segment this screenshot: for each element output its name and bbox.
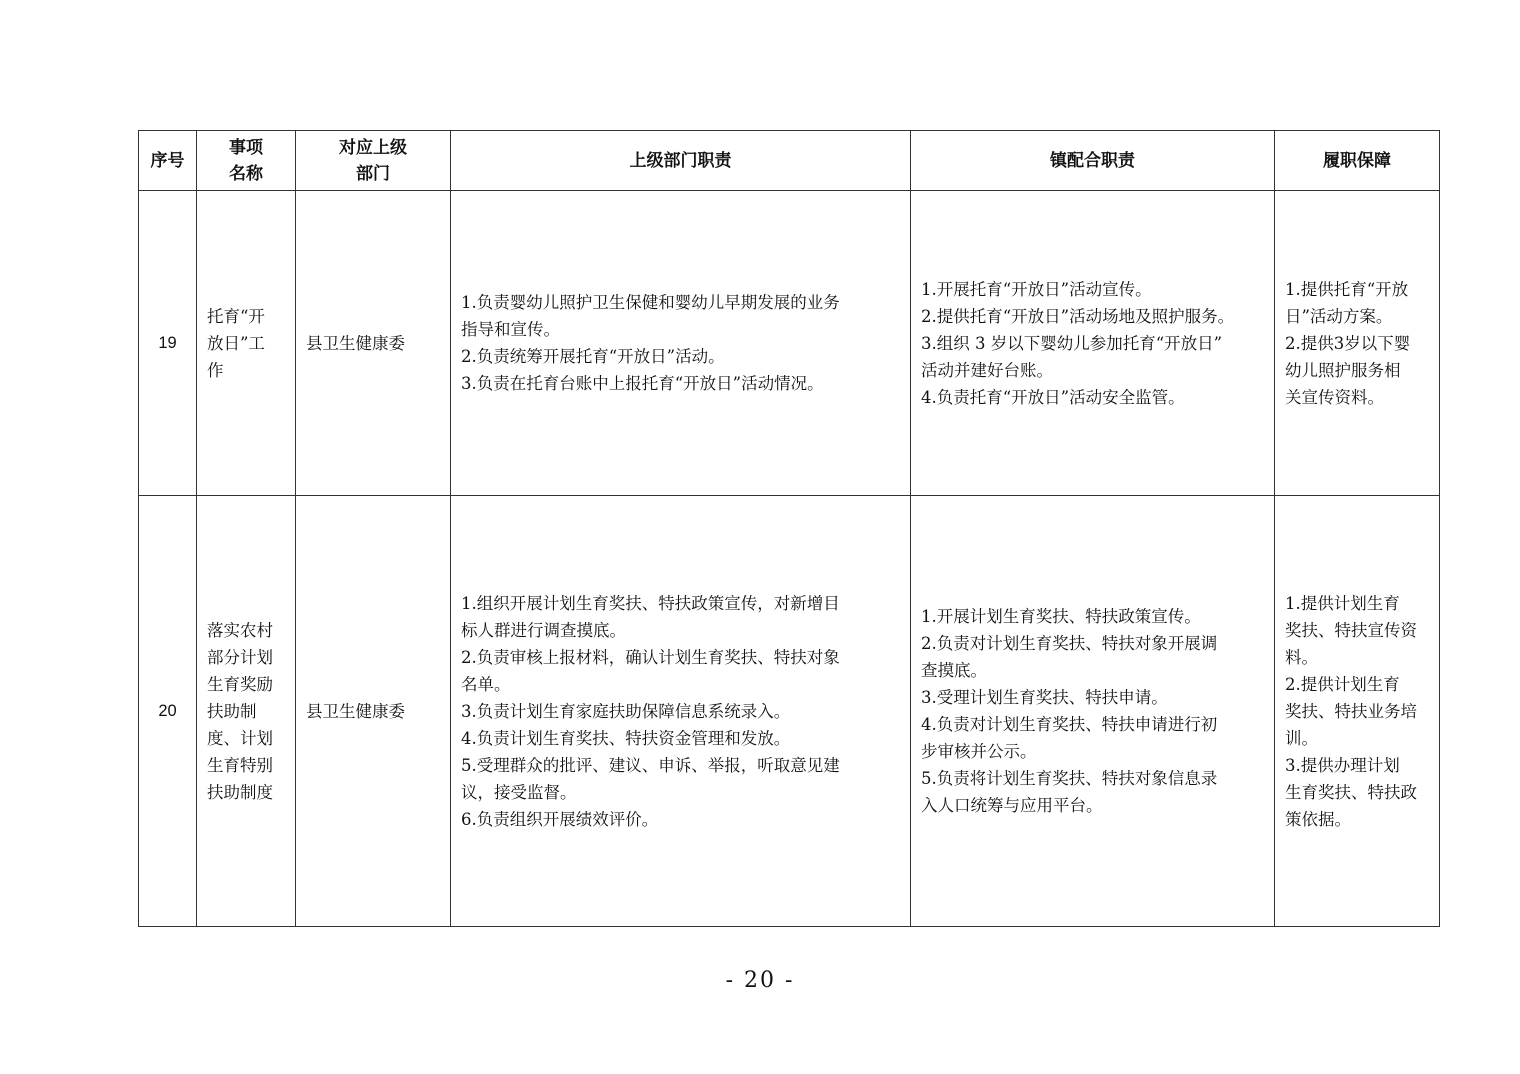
table-row <box>139 191 1440 496</box>
page-number: - 20 - <box>725 968 795 993</box>
table-header-row <box>139 131 1440 191</box>
table-row <box>139 496 1440 927</box>
town-duties: 1.开展托育“开放日”活动宣传。 2.提供托育“开放日”活动场地及照护服务。 3.组织 3 岁以下婴幼儿参加托育“开放日” 活动并建好台账。 4.负责托育“开放日”活动安全监管。 <box>911 191 1275 496</box>
row-number: 19 <box>139 191 197 496</box>
header-number: 序号 <box>139 131 197 191</box>
superior-dept: 县卫生健康委 <box>296 496 451 927</box>
duty-table <box>138 130 1440 927</box>
guarantee: 1.提供托育“开放 日”活动方案。 2.提供3岁以下婴 幼儿照护服务相 关宣传资料。 <box>1275 191 1440 496</box>
item-name: 托育“开 放日”工 作 <box>197 191 296 496</box>
superior-dept: 县卫生健康委 <box>296 191 451 496</box>
header-superior-dept: 对应上级 部门 <box>296 131 451 191</box>
header-superior-duties: 上级部门职责 <box>451 131 911 191</box>
header-town-duties: 镇配合职责 <box>911 131 1275 191</box>
superior-duties: 1.负责婴幼儿照护卫生保健和婴幼儿早期发展的业务 指导和宣传。 2.负责统筹开展托育“开放日”活动。 3.负责在托育台账中上报托育“开放日”活动情况。 <box>451 191 911 496</box>
town-duties: 1.开展计划生育奖扶、特扶政策宣传。 2.负责对计划生育奖扶、特扶对象开展调 查摸底。 3.受理计划生育奖扶、特扶申请。 4.负责对计划生育奖扶、特扶申请进行初 步审核并公示。 5.负责将计划生育奖扶、特扶对象信息录 入人口统筹与应用平台。 <box>911 496 1275 927</box>
row-number: 20 <box>139 496 197 927</box>
item-name: 落实农村 部分计划 生育奖励 扶助制 度、计划 生育特别 扶助制度 <box>197 496 296 927</box>
guarantee: 1.提供计划生育 奖扶、特扶宣传资 料。 2.提供计划生育 奖扶、特扶业务培 训。 3.提供办理计划 生育奖扶、特扶政 策依据。 <box>1275 496 1440 927</box>
header-guarantee: 履职保障 <box>1275 131 1440 191</box>
superior-duties: 1.组织开展计划生育奖扶、特扶政策宣传，对新增目 标人群进行调查摸底。 2.负责审核上报材料，确认计划生育奖扶、特扶对象 名单。 3.负责计划生育家庭扶助保障信息系统录入。 4.负责计划生育奖扶、特扶资金管理和发放。 5.受理群众的批评、建议、申诉、举报，听取意见建 议，接受监督。 6.负责组织开展绩效评价。 <box>451 496 911 927</box>
header-item-name: 事项 名称 <box>197 131 296 191</box>
